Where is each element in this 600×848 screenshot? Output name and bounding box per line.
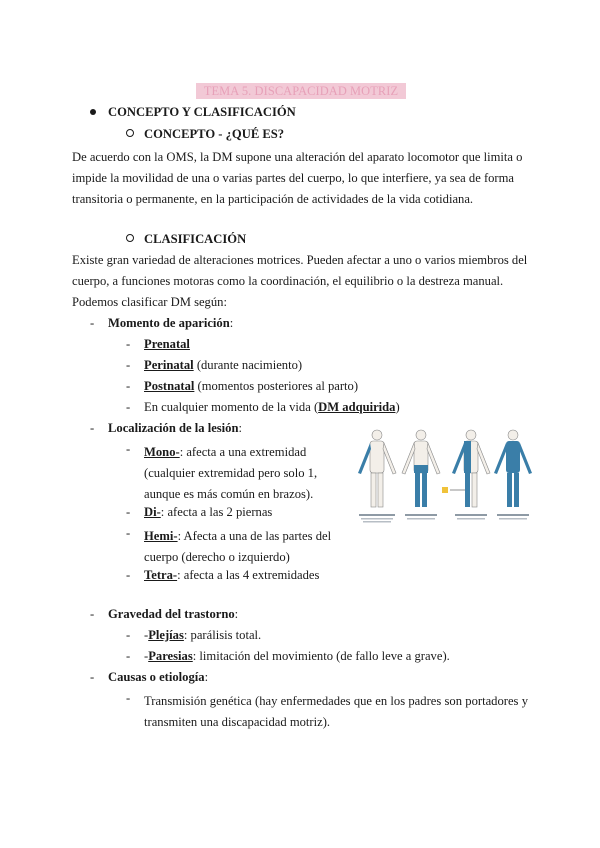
paresias-text: : limitación del movimiento (de fallo leve a grave). — [192, 649, 450, 663]
page-title: TEMA 5. DISCAPACIDAD MOTRIZ — [196, 83, 406, 99]
mono-text: : afecta a una extremidad — [179, 445, 307, 459]
perinatal-term: Perinatal — [144, 358, 194, 372]
figure-tetraplegia — [494, 430, 532, 520]
paragraph-line: Existe gran variedad de alteraciones motrices. Pueden afectar a uno o varios miembros del — [72, 253, 528, 267]
prenatal-term: Prenatal — [144, 337, 190, 351]
paragraph-line: De acuerdo con la OMS, la DM supone una alteración del aparato locomotor que limita o — [72, 150, 523, 164]
causas-line: Transmisión genética (hay enfermedades que en los padres son portadores y — [144, 694, 528, 708]
paragraph-line: impide la movilidad de una o varias partes del cuerpo, lo que interfiere, ya sea de forma — [72, 171, 515, 185]
figure-monoplegia — [358, 430, 396, 523]
clasificacion-heading — [126, 232, 246, 247]
paresias-term: Paresias — [148, 649, 193, 663]
plejias-text: : parálisis total. — [183, 628, 262, 642]
circle-bullet-icon — [126, 129, 134, 137]
mono-text-line: aunque es más común en brazos). — [144, 487, 314, 501]
plejias-term: Plejías — [148, 628, 184, 642]
cualquier-text: En cualquier momento de la vida ( — [144, 400, 319, 414]
clasificacion-paragraph — [72, 250, 528, 313]
hemi-term: Hemi- — [144, 529, 178, 543]
closing-paren: ) — [395, 400, 400, 414]
causas-label: Causas o etiología — [108, 670, 205, 684]
figure-hemiplegia — [452, 430, 490, 520]
concepto-paragraph — [72, 147, 528, 210]
bullet-icon — [90, 109, 96, 115]
body-figures-illustration — [353, 425, 535, 533]
clasificacion-heading-text: CLASIFICACIÓN — [144, 232, 247, 246]
circle-bullet-icon — [126, 234, 134, 242]
di-text: : afecta a las 2 piernas — [160, 505, 273, 519]
perinatal-note: (durante nacimiento) — [193, 358, 303, 372]
concepto-heading-text: CONCEPTO - ¿QUÉ ES? — [144, 127, 285, 141]
section-heading-text: CONCEPTO Y CLASIFICACIÓN — [108, 105, 296, 119]
gravedad-label: Gravedad del trastorno — [108, 607, 235, 621]
postnatal-term: Postnatal — [144, 379, 195, 393]
momento-label: Momento de aparición — [108, 316, 230, 330]
postnatal-note: (momentos posteriores al parto) — [194, 379, 359, 393]
paragraph-line: transitoria o permanente, en la participación de actividades de la vida cotidiana. — [72, 192, 474, 206]
mono-text-line: (cualquier extremidad pero solo 1, — [144, 466, 318, 480]
tetra-text: : afecta a las 4 extremidades — [177, 568, 320, 582]
paragraph-line: Podemos clasificar DM según: — [72, 295, 227, 309]
hemi-text-line: cuerpo (derecho o izquierdo) — [144, 550, 290, 564]
dm-adquirida-term: DM adquirida — [318, 400, 396, 414]
logo-mark — [442, 487, 448, 493]
mono-term: Mono- — [144, 445, 180, 459]
di-term: Di- — [144, 505, 161, 519]
paragraph-line: cuerpo, a funciones motoras como la coordinación, el equilibrio o la destreza manual. — [72, 274, 504, 288]
localizacion-label: Localización de la lesión — [108, 421, 239, 435]
concepto-heading — [126, 127, 284, 142]
hemi-text: : Afecta a una de las partes del — [177, 529, 332, 543]
figure-diplegia — [402, 430, 440, 520]
tetra-term: Tetra- — [144, 568, 178, 582]
causas-line: transmiten una discapacidad motriz). — [144, 715, 331, 729]
section-heading — [90, 105, 296, 120]
